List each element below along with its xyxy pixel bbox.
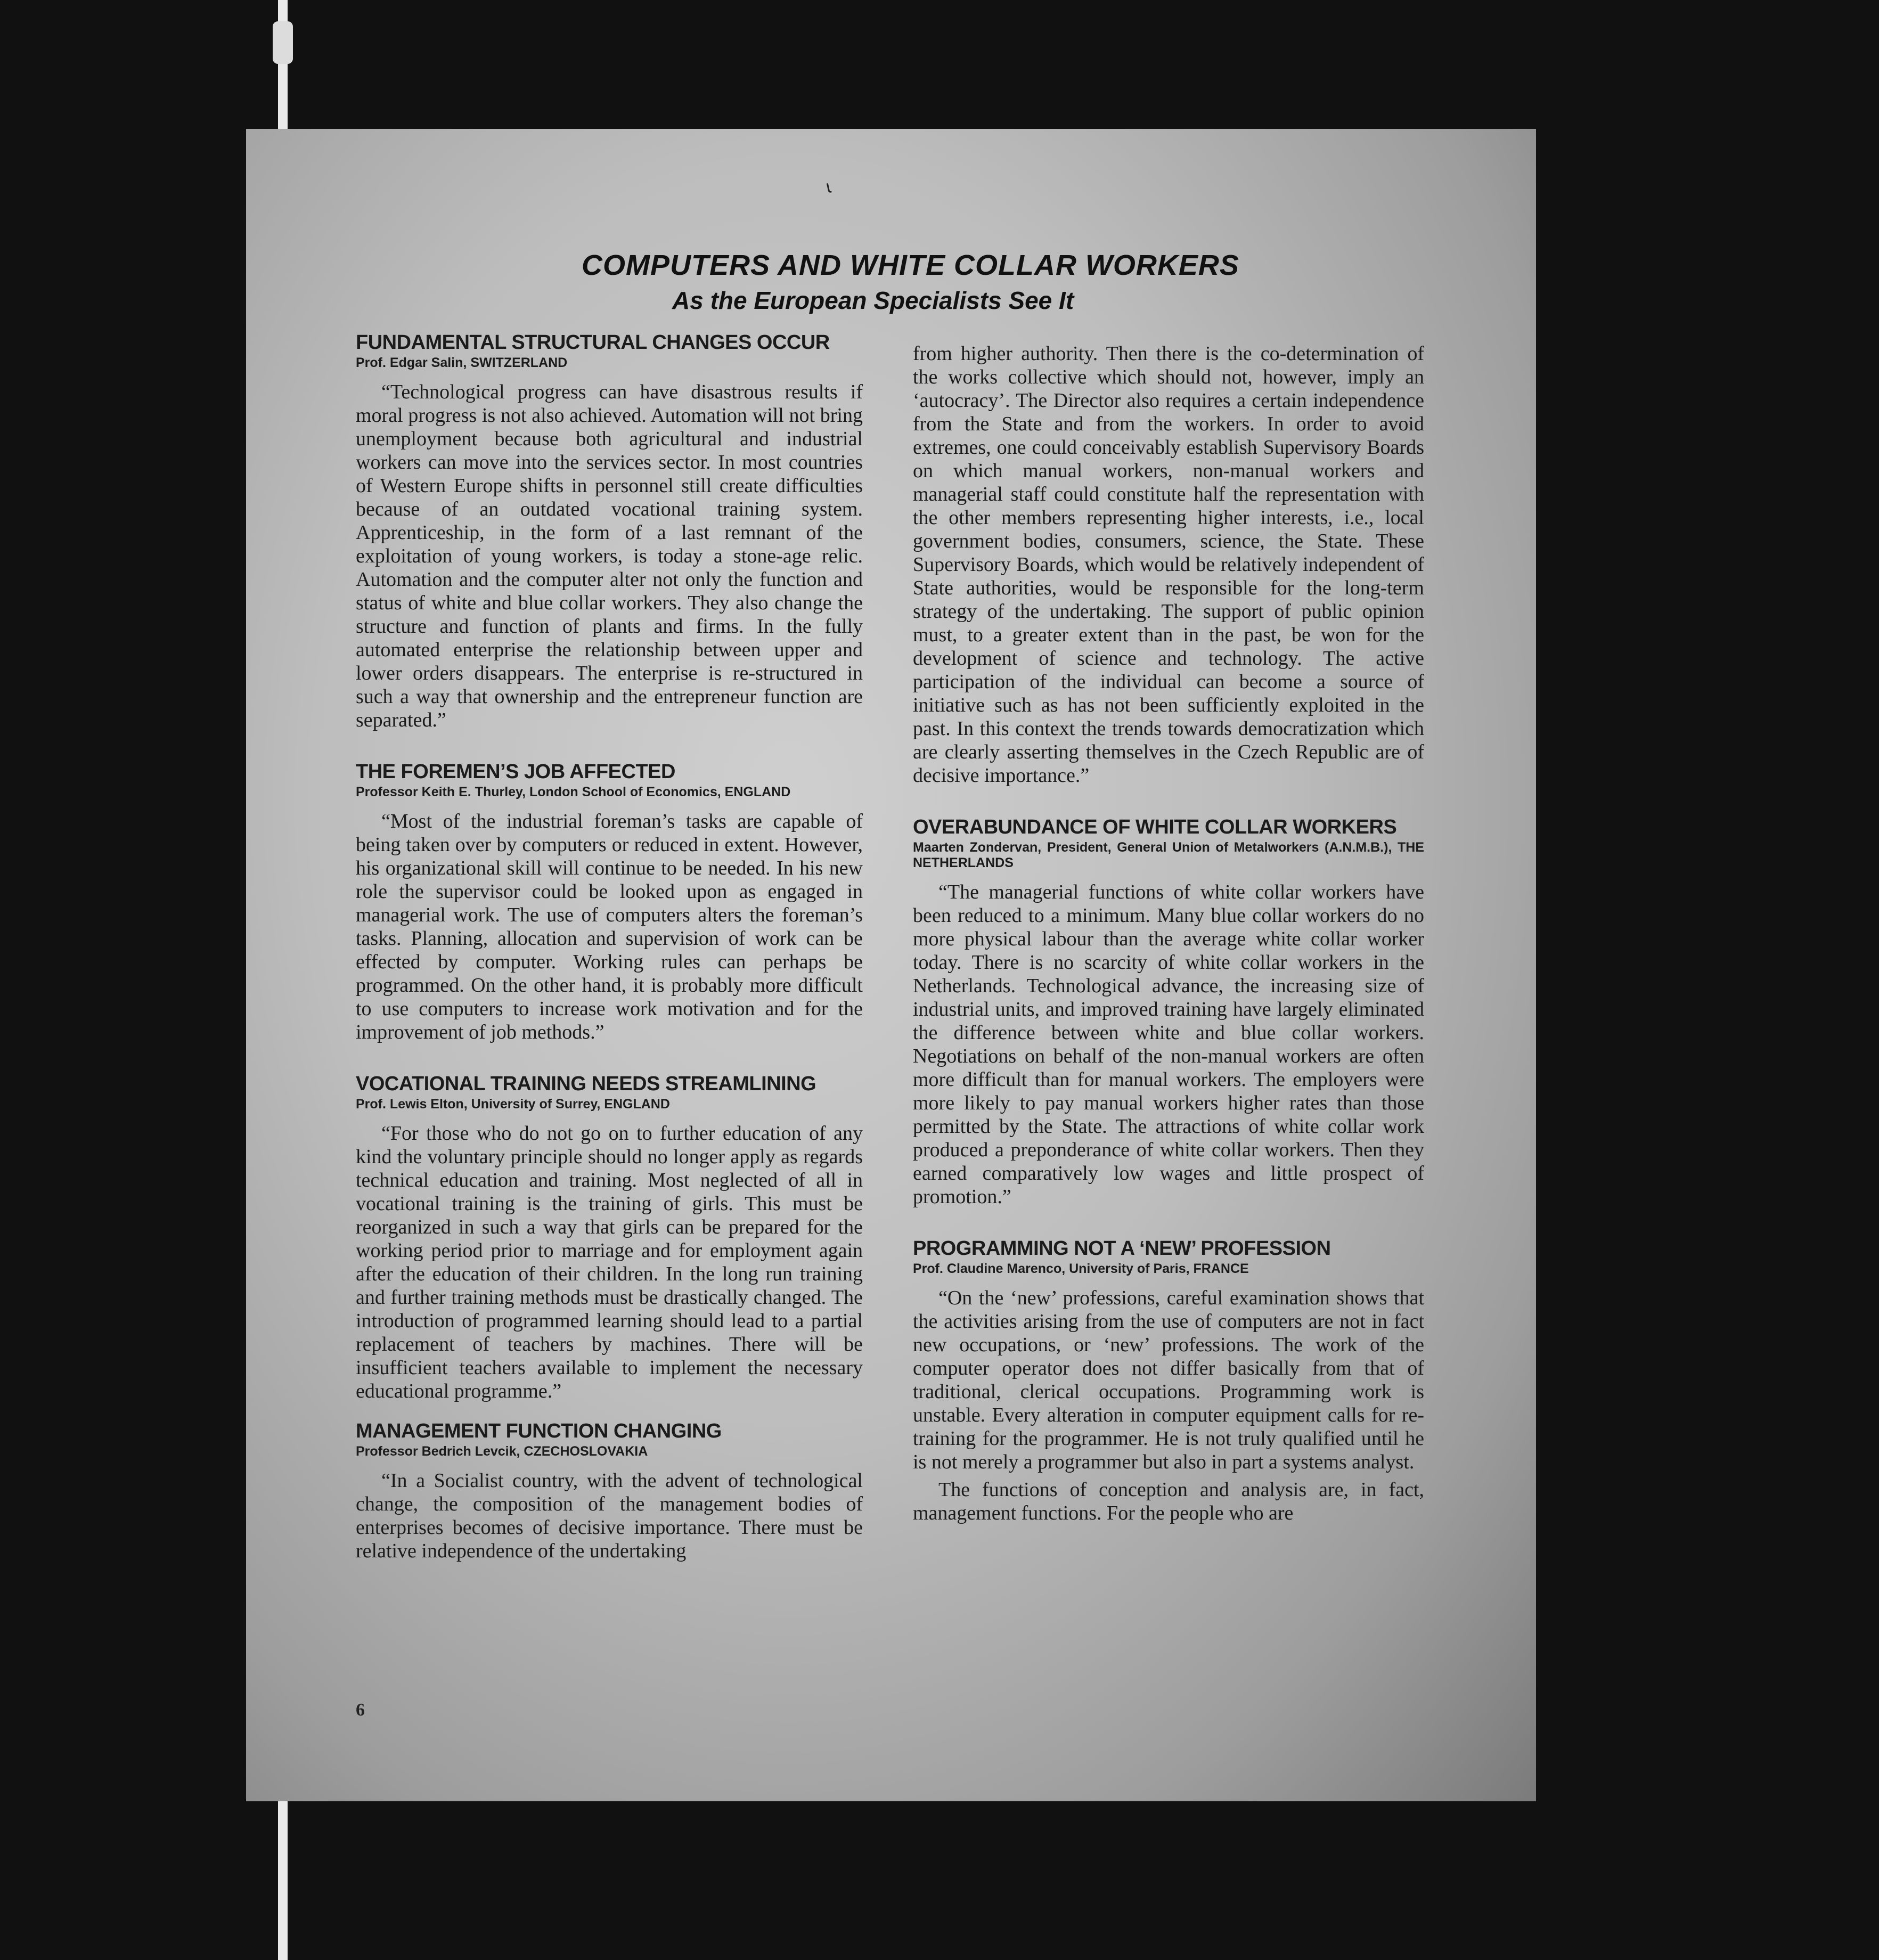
article-section — [356, 1420, 863, 1563]
film-notch — [273, 21, 293, 64]
section-paragraph: “Most of the industrial foreman’s tasks are capable of being taken over by computers or reduced in extent. However, his organizational skill will continue to be needed. In his new role the supervisor could be looked upon as engaged in managerial work. The use of computers alters the foreman’s tasks. Planning, allocation and supervision of work can be effected by computer. Working rules can perhaps be programmed. On the other hand, it is probably more difficult to use computers to increase work motivation and for the improvement of job methods.” — [356, 810, 863, 1043]
section-paragraph: “The managerial functions of white collar workers have been reduced to a minimum. Many blue collar workers do no more physical labour than the average white collar worker today. There is no scarcity of white collar workers in the Netherlands. Technological advance, the increasing size of industrial units, and improved training have largely eliminated the difference between white and blue collar workers. Negotiations on behalf of the non-manual workers are often more difficult than for manual workers. The employers were more likely to pay manual workers higher rates than those permitted by the State. The attractions of white collar work produced a preponderance of white collar workers. Then they earned comparatively low wages and little prospect of promotion.” — [913, 881, 1424, 1208]
section-byline: Maarten Zondervan, President, General Union of Metalworkers (A.N.M.B.), THE NETHERLANDS — [913, 840, 1424, 870]
section-byline: Professor Bedrich Levcik, CZECHOSLOVAKIA — [356, 1444, 648, 1459]
section-byline: Prof. Edgar Salin, SWITZERLAND — [356, 355, 568, 370]
section-heading: THE FOREMEN’S JOB AFFECTED — [356, 761, 675, 783]
section-paragraph: The functions of conception and analysis are, in fact, management functions. For the people who are — [913, 1479, 1424, 1524]
right-column — [913, 342, 1424, 1529]
section-heading: VOCATIONAL TRAINING NEEDS STREAMLINING — [356, 1073, 816, 1095]
article-section — [913, 1237, 1424, 1525]
section-byline: Prof. Claudine Marenco, University of Paris, FRANCE — [913, 1261, 1249, 1276]
section-heading: MANAGEMENT FUNCTION CHANGING — [356, 1420, 722, 1442]
article-section — [356, 331, 863, 732]
article-section — [913, 816, 1424, 1208]
section-heading: PROGRAMMING NOT A ‘NEW’ PROFESSION — [913, 1237, 1331, 1260]
pen-mark-icon: ɩ — [824, 176, 833, 198]
section-paragraph: “On the ‘new’ professions, careful examination shows that the activities arising from the use of computers are not in fact new occupations, or ‘new’ professions. The work of the computer operator does not differ basically from that of traditional, clerical occupations. Programming work is unstable. Every alteration in computer equipment calls for re-training for the programmer. He is not truly qualified until he is not merely a programmer but also in part a systems analyst. — [913, 1287, 1424, 1473]
section-paragraph: “In a Socialist country, with the advent of technological change, the composition of the management bodies of enterprises becomes of decisive importance. There must be relative independence of the undertaking — [356, 1469, 863, 1562]
continued-paragraph: from higher authority. Then there is the co-determination of the works collective which should not, however, imply an ‘autocracy’. The Director also requires a certain independence from the State and from the workers. In order to avoid extremes, one could conceivably establish Supervisory Boards on which manual workers, non-manual workers and managerial staff could constitute half the representation with the other members representing higher interests, i.e., local government bodies, consumers, science, the State. These Supervisory Boards, which would be relatively independent of State authorities, would be responsible for the long-term strategy of the undertaking. The support of public opinion must, to a greater extent than in the past, be won for the development of science and technology. The active participation of the individual can become a source of initiative such as has not been sufficiently exploited in the past. In this context the trends towards democratization which are clearly asserting themselves in the Czech Republic are of decisive importance.” — [913, 342, 1424, 787]
article-section — [356, 1073, 863, 1403]
section-heading: FUNDAMENTAL STRUCTURAL CHANGES OCCUR — [356, 331, 830, 354]
page-subtitle: As the European Specialists See It — [672, 287, 1074, 314]
page-number: 6 — [356, 1700, 365, 1720]
section-byline: Professor Keith E. Thurley, London School of Economics, ENGLAND — [356, 785, 791, 799]
page-title: COMPUTERS AND WHITE COLLAR WORKERS — [582, 249, 1239, 281]
section-paragraph: “For those who do not go on to further education of any kind the voluntary principle should no longer apply as regards technical education and training. Most neglected of all in vocational training is the training of girls. This must be reorganized in such a way that girls can be prepared for the working period prior to marriage and for employment again after the education of their children. In the long run training and further training methods must be drastically changed. The introduction of programmed learning should lead to a partial replacement of teachers by machines. There will be insufficient teachers available to implement the necessary educational programme.” — [356, 1122, 863, 1402]
section-paragraph: “Technological progress can have disastrous results if moral progress is not also achieved. Automation will not bring unemployment because both agricultural and industrial workers can move into the services sector. In most countries of Western Europe shifts in personnel still create difficulties because of an outdated vocational training system. Apprenticeship, in the form of a last remnant of the exploitation of young workers, is today a stone-age relic. Automation and the computer alter not only the function and status of white and blue collar workers. They also change the structure and function of plants and firms. In the fully automated enterprise the relationship between upper and lower orders disappears. The enterprise is re-structured in such a way that ownership and the entrepreneur function are separated.” — [356, 381, 863, 731]
article-section — [356, 761, 863, 1044]
section-byline: Prof. Lewis Elton, University of Surrey, ENGLAND — [356, 1097, 670, 1112]
left-column — [356, 331, 863, 1567]
magazine-page — [246, 129, 1536, 1801]
section-heading: OVERABUNDANCE OF WHITE COLLAR WORKERS — [913, 816, 1397, 838]
